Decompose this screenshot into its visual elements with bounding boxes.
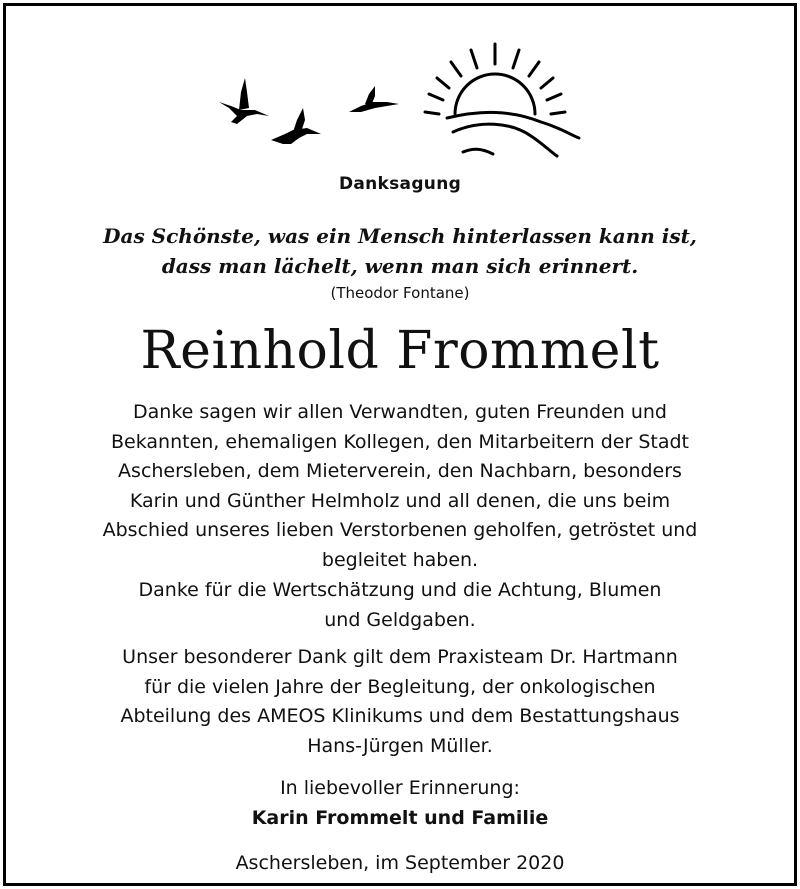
quote-line: Das Schönste, was ein Mensch hinterlassen kann ist, [103,224,697,248]
special-thanks-paragraph [6,643,794,761]
appreciation-paragraph [6,576,794,635]
paragraph-line: Unser besonderer Dank gilt dem Praxisteam Dr. Hartmann [122,646,678,668]
birds-and-sun-artwork [211,36,596,171]
memorial-quote [6,221,794,281]
paragraph-line: Aschersleben, dem Mieterverein, den Nachbarn, besonders [118,460,682,482]
paragraph-line: Danke sagen wir allen Verwandten, guten Freunden und [133,401,667,423]
paragraph-line: Hans-Jürgen Müller. [307,734,493,757]
quote-line: dass man lächelt, wenn man sich erinnert. [161,254,639,278]
notice-heading: Danksagung [338,174,462,194]
paragraph-line: und Geldgaben. [324,608,476,631]
flying-bird-icon [219,78,269,124]
family-signature: Karin Frommelt und Familie [251,807,549,829]
closing-line: In liebevoller Erinnerung: [280,777,520,799]
paragraph-line: Karin und Günther Helmholz und all denen, die uns beim [129,489,671,512]
paragraph-line: für die vielen Jahre der Begleitung, der onkologischen [144,675,656,698]
quote-author: (Theodor Fontane) [330,284,470,302]
flying-bird-icon [349,86,399,112]
thanks-paragraph [6,398,794,575]
paragraph-line: begleitet haben. [321,548,479,571]
deceased-name: Reinhold Frommelt [140,321,660,381]
flying-bird-icon [271,108,321,144]
paragraph-line: Abteilung des AMEOS Klinikums und dem Bestattungshaus [120,705,680,727]
paragraph-line: Abschied unseres lieben Verstorbenen geholfen, getröstet und [102,519,698,541]
paragraph-line: Danke für die Wertschätzung und die Achtung, Blumen [138,579,662,601]
obituary-notice [3,3,797,886]
setting-sun-icon [425,44,579,156]
paragraph-line: Bekannten, ehemaligen Kollegen, den Mitarbeitern der Stadt [111,430,689,453]
place-and-date: Aschersleben, im September 2020 [235,852,565,874]
